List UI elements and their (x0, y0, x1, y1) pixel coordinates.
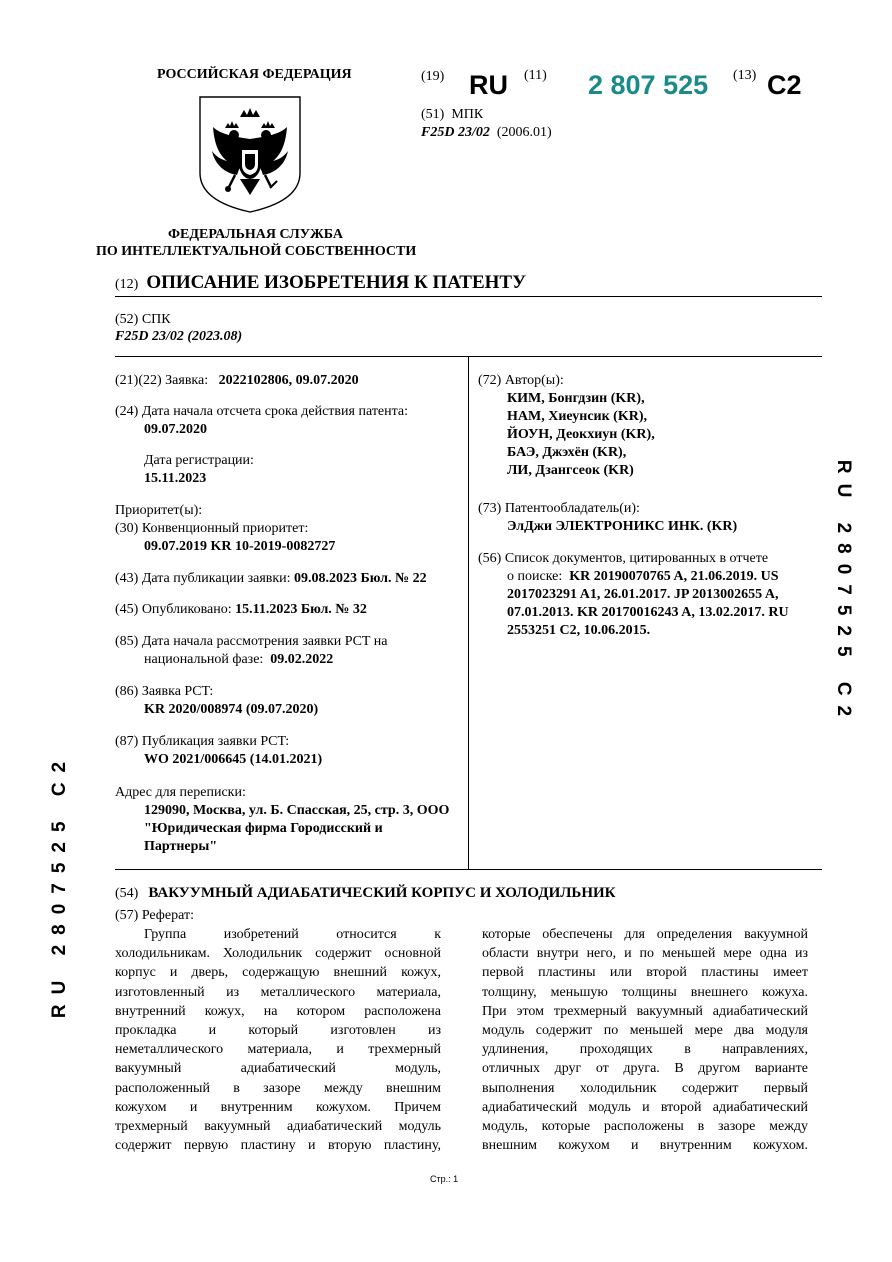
abstract-line: При этом трехмерный вакуумный адиабатический (482, 1003, 808, 1019)
coat-of-arms-emblem (197, 95, 303, 213)
cpc-value: F25D 23/02 (2023.08) (115, 329, 243, 344)
country-code: RU (469, 70, 508, 100)
pct-app-value: KR 2020/008974 (09.07.2020) (144, 702, 319, 717)
abstract-line: которые обеспечены для определения вакуумной (482, 927, 808, 942)
page-number: Стр.: 1 (430, 1174, 459, 1184)
abstract-line: прокладка и который изготовлен из (115, 1023, 441, 1039)
ipc-class: F25D 23/02 (421, 125, 490, 140)
pct-pub-field (115, 733, 322, 769)
abstract-label: (57) Реферат: (115, 908, 194, 923)
address-line: "Юридическая фирма Городисский и (144, 821, 383, 836)
address-label: Адрес для переписки: (115, 785, 246, 800)
abstract-line: неметаллического материала, и трехмерный (115, 1042, 441, 1058)
author-name: ЛИ, Дзангсеок (KR) (507, 463, 634, 478)
abstract-line: удлинения, проходящих в направлениях, (482, 1042, 808, 1058)
pct-pub-label: (87) Публикация заявки PCT: (115, 734, 290, 749)
side-code-right: RU 2807525 C2 (833, 459, 854, 727)
abstract-line: корпус и дверь, содержащую внешний кожух, (115, 965, 441, 981)
author-name: БАЭ, Джэхён (KR), (507, 445, 627, 460)
owner-value: ЭлДжи ЭЛЕКТРОНИКС ИНК. (KR) (507, 519, 738, 534)
pct-phase-value: 09.02.2022 (270, 652, 334, 667)
abstract-column-1 (115, 925, 441, 1155)
owner-label: (73) Патентообладатель(и): (478, 501, 640, 516)
priority-title: Приоритет(ы): (115, 503, 203, 518)
application-value: 2022102806, 09.07.2020 (218, 373, 359, 388)
abstract-line: адиабатический модуль и второй адиабатический (482, 1099, 808, 1115)
cited-docs-line: KR 20190070765 A, 21.06.2019. US (569, 569, 779, 584)
document-title (115, 272, 526, 294)
agency-name-line2: ПО ИНТЕЛЛЕКТУАЛЬНОЙ СОБСТВЕННОСТИ (96, 244, 417, 259)
cited-docs-field (478, 550, 789, 640)
registration-label: Дата регистрации: (144, 453, 254, 468)
cited-docs-label2: о поиске: (507, 569, 563, 584)
author-name: ЙОУН, Деокхиун (KR), (507, 427, 655, 442)
publication-app-label: (43) Дата публикации заявки: (115, 571, 291, 586)
ipc-label: МПК (451, 107, 484, 122)
pct-phase-label2: национальной фазе: (144, 652, 264, 667)
abstract-line: внутренний кожух, на котором расположена (115, 1003, 441, 1019)
pct-phase-field (115, 633, 387, 669)
address-field (115, 784, 449, 856)
invention-title (115, 884, 616, 902)
abstract-line: отличных друг от друга. В другом варианте (482, 1061, 808, 1077)
inid-11: (11) (524, 68, 547, 83)
inid-51 (421, 106, 483, 123)
abstract-line: изготовленный из металлического материала, (115, 984, 441, 1000)
document-title-text: ОПИСАНИЕ ИЗОБРЕТЕНИЯ К ПАТЕНТУ (146, 272, 527, 293)
abstract-line: области внутри него, и по меньшей мере одна из (482, 946, 808, 962)
inid-54: (54) (115, 886, 139, 901)
address-line: Партнеры" (144, 839, 218, 854)
cited-docs-line: 07.01.2013. KR 20170016243 A, 13.02.2017. RU (507, 605, 789, 620)
abstract-line: первой пластины или второй пластины имеет (482, 965, 808, 981)
publication-app-field (115, 570, 427, 588)
abstract-line: Группа изобретений относится к (144, 927, 441, 942)
kind-code: C2 (767, 70, 802, 100)
cited-docs-line: 2553251 C2, 10.06.2015. (507, 623, 651, 638)
cpc-code: (52) СПК (115, 312, 171, 327)
invention-title-text: ВАКУУМНЫЙ АДИАБАТИЧЕСКИЙ КОРПУС И ХОЛОДИЛЬНИК (148, 885, 616, 901)
abstract-line: вакуумный адиабатический модуль, (115, 1061, 441, 1077)
author-name: КИМ, Бонгдзин (KR), (507, 391, 645, 406)
side-code-left: RU 2807525 C2 (49, 751, 70, 1019)
abstract-column-2 (482, 925, 808, 1155)
ipc-classification (421, 124, 552, 141)
cited-docs-label: (56) Список документов, цитированных в отчете (478, 551, 769, 566)
abstract-line: холодильникам. Холодильник содержит основной (115, 946, 441, 962)
abstract-line: расположенный в зазоре между внешним (115, 1080, 441, 1096)
abstract-line: модуль содержит по меньшей мере два модуля (482, 1023, 808, 1039)
term-start-label: (24) Дата начала отсчета срока действия патента: (115, 404, 409, 419)
published-field (115, 601, 367, 619)
abstract-line: кожухом и внутренним кожухом. Причем (115, 1099, 441, 1115)
application-label: (21)(22) Заявка: (115, 373, 209, 388)
abstract-line: выполнения холодильник содержит первый (482, 1080, 808, 1096)
abstract-line: модуль, которые расположены в зазоре между (482, 1119, 808, 1135)
inid-51-code: (51) (421, 107, 445, 122)
cited-docs-line: 2017023291 A1, 26.01.2017. JP 2013002655 A, (507, 587, 779, 602)
title-divider (115, 296, 822, 297)
inid-12: (12) (115, 277, 139, 292)
owner-field (478, 500, 737, 536)
pct-pub-value: WO 2021/006645 (14.01.2021) (144, 752, 323, 767)
term-start-field (115, 403, 408, 439)
ipc-version: (2006.01) (496, 125, 552, 140)
priority-label: (30) Конвенционный приоритет: (115, 521, 309, 536)
application-field (115, 372, 359, 390)
pct-app-field (115, 683, 318, 719)
pct-app-label: (86) Заявка PCT: (115, 684, 214, 699)
registration-field (115, 452, 254, 488)
patent-number: 2 807 525 (588, 70, 709, 100)
authors-label: (72) Автор(ы): (478, 373, 564, 388)
pct-phase-label: (85) Дата начала рассмотрения заявки PCT на (115, 634, 388, 649)
published-value: 15.11.2023 Бюл. № 32 (235, 602, 367, 617)
priority-value: 09.07.2019 KR 10-2019-0082727 (144, 539, 336, 554)
published-label: (45) Опубликовано: (115, 602, 232, 617)
authors-field (478, 372, 655, 480)
author-name: НАМ, Хиеунсик (KR), (507, 409, 647, 424)
section-divider-bottom (115, 869, 822, 870)
inid-13: (13) (733, 68, 757, 83)
registration-value: 15.11.2023 (144, 471, 207, 486)
publication-app-value: 09.08.2023 Бюл. № 22 (294, 571, 427, 586)
agency-name-line1: ФЕДЕРАЛЬНАЯ СЛУЖБА (168, 227, 343, 242)
address-line: 129090, Москва, ул. Б. Спасская, 25, стр. 3, ООО (144, 803, 450, 818)
inid-19: (19) (421, 69, 445, 84)
country-name: РОССИЙСКАЯ ФЕДЕРАЦИЯ (157, 67, 352, 82)
abstract-line: внешним кожухом и внутренним кожухом. (482, 1138, 808, 1154)
column-divider (468, 357, 469, 869)
priority-field (115, 520, 335, 556)
abstract-line: трехмерный вакуумный адиабатический модуль (115, 1119, 441, 1135)
term-start-value: 09.07.2020 (144, 422, 207, 437)
abstract-line: содержит первую пластину и вторую пластину, (115, 1138, 441, 1154)
abstract-line: толщину, меньшую толщины внешнего кожуха. (482, 984, 808, 1000)
